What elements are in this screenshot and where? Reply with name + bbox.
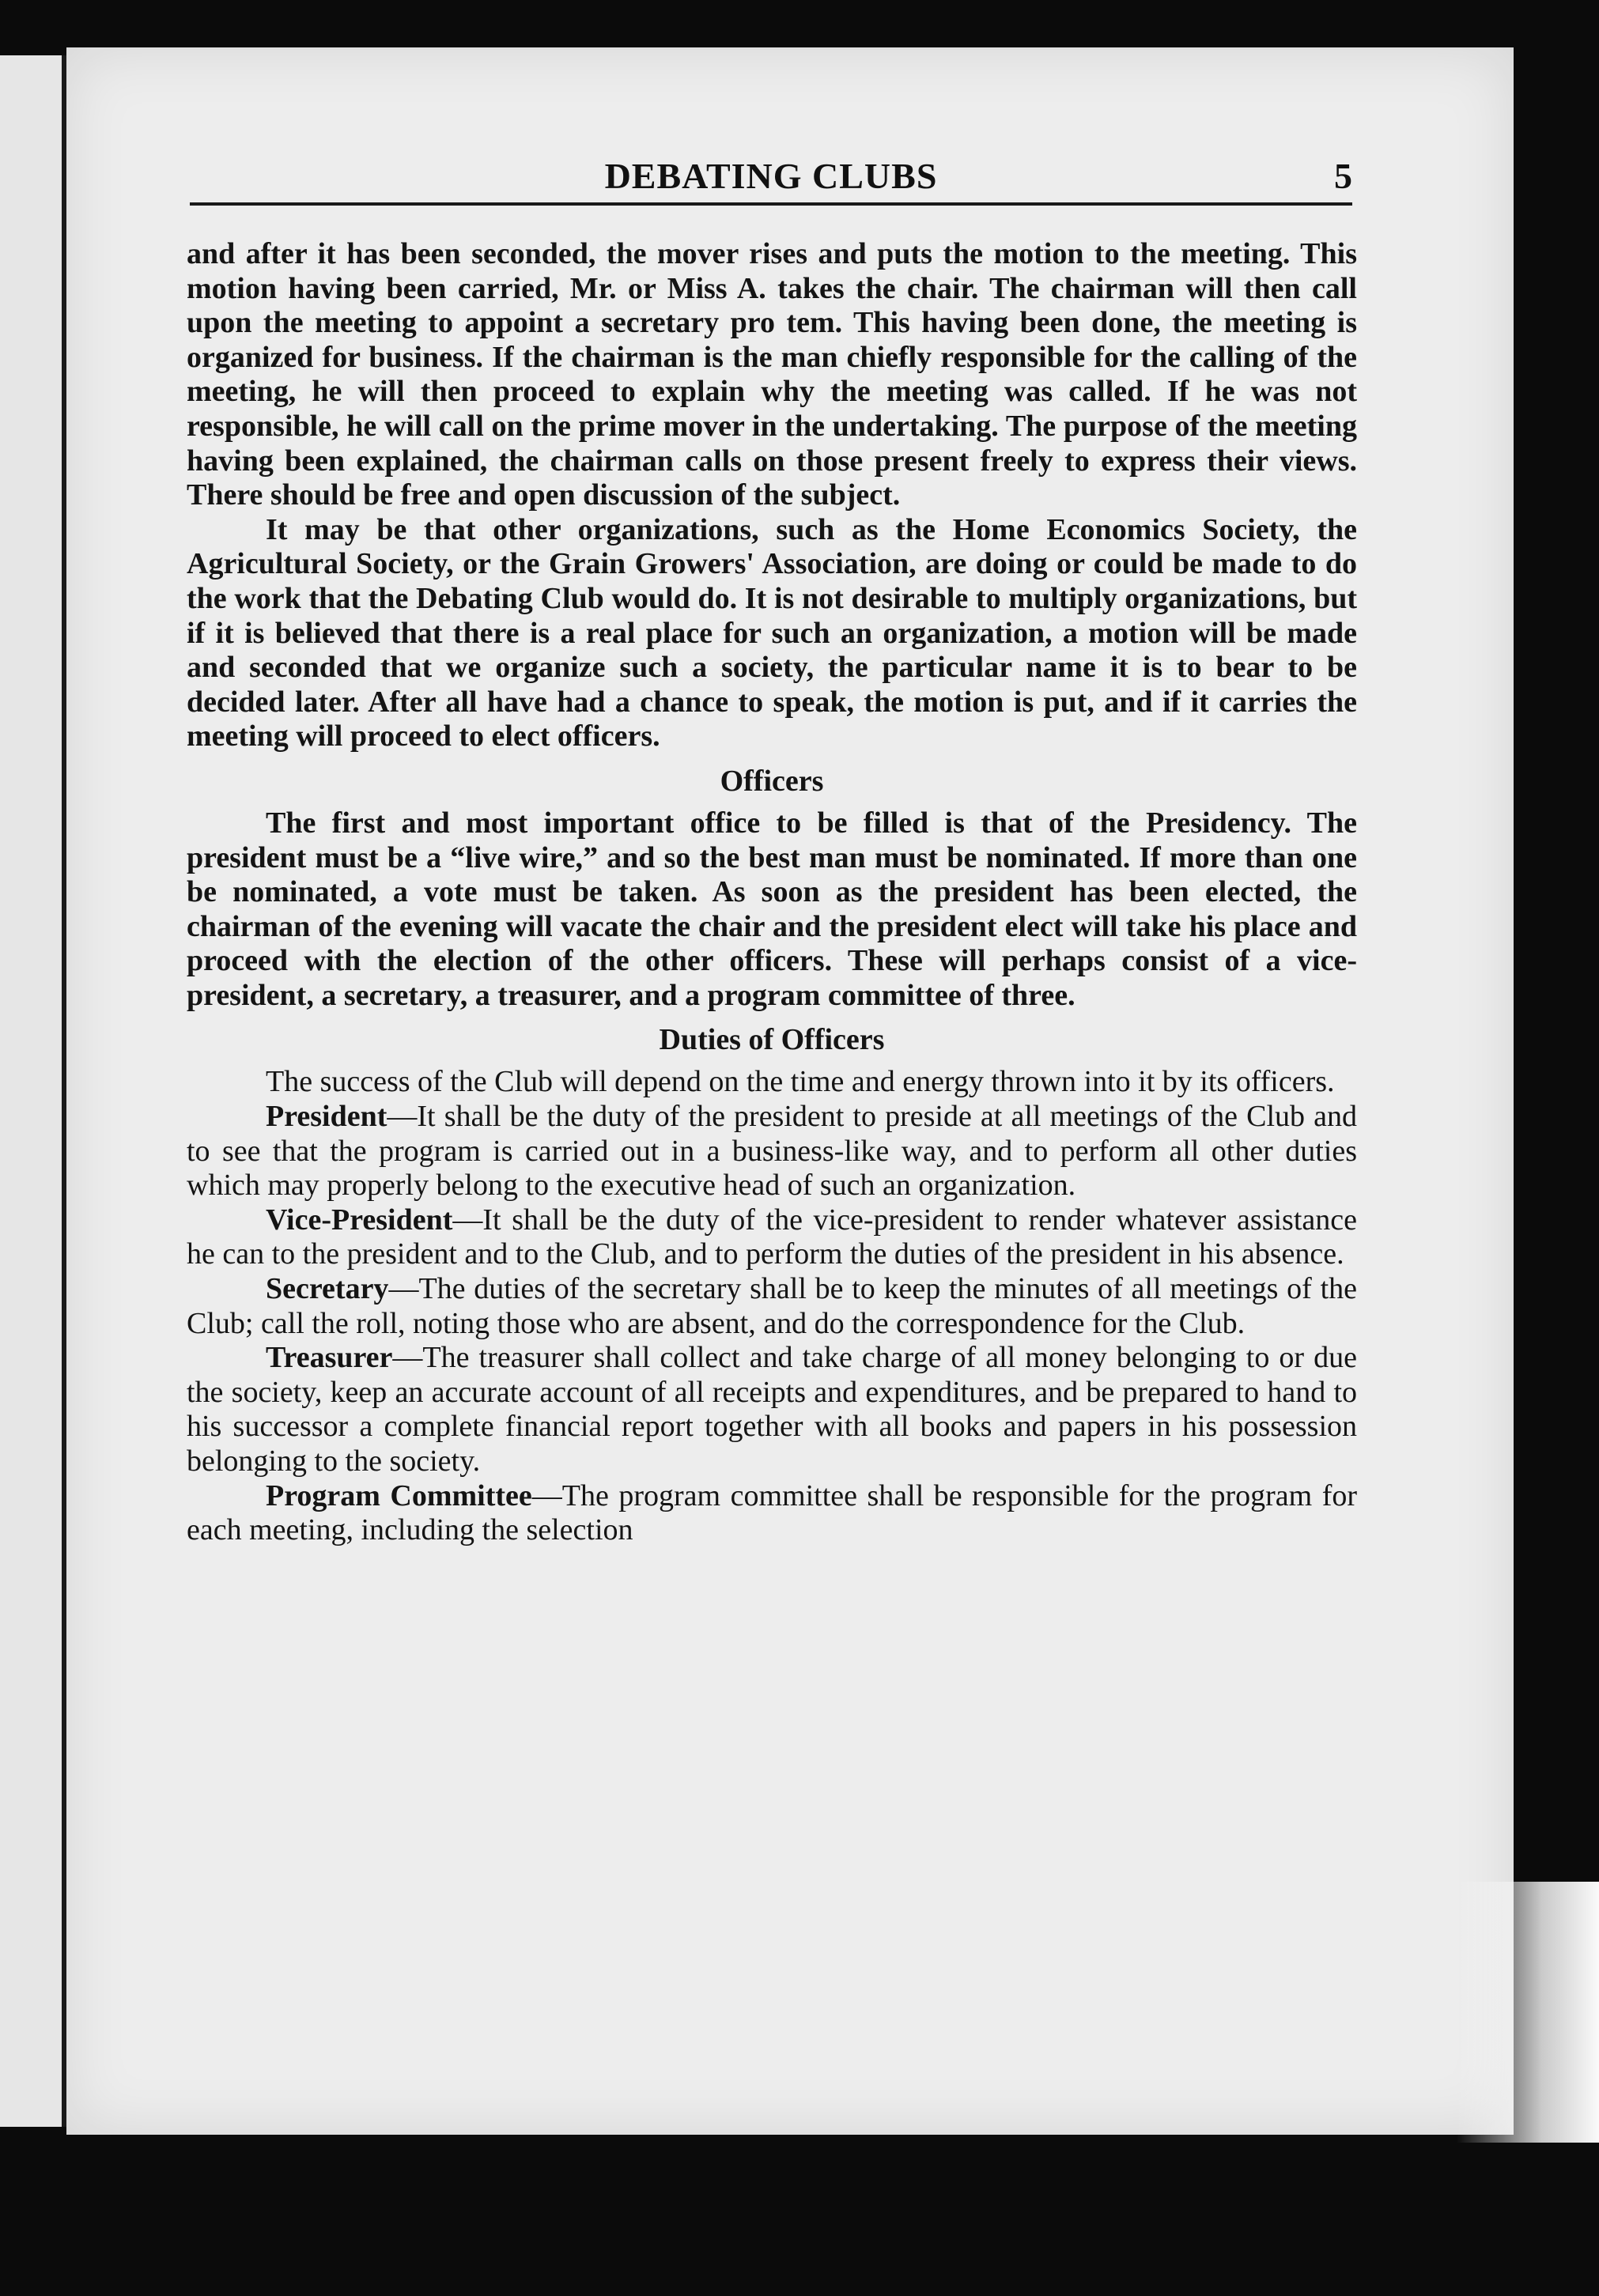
secretary-label: Secretary <box>266 1272 389 1306</box>
vice-president-label: Vice-President <box>266 1203 453 1237</box>
program-committee-text: —The program committee shall be responsible for the program for each meeting, including the selection <box>187 1478 1358 1547</box>
program-committee-label: Program Committee <box>266 1478 532 1512</box>
paragraph-president-duty <box>187 1100 1357 1203</box>
paragraph-presidency: The first and most important office to be filled is that of the Presidency. The president must be a “live wire,” and so the best man must be nominated. If more than one be nominated, a vote must be taken. As soon as the president has been elected, the chairman of the evening will vacate the chair and the president elect will take his place and proceed with the election of the other officers. These will perhaps consist of a vice-president, a secretary, a treasurer, and a program committee of three. <box>187 806 1357 1012</box>
page-body <box>187 237 1357 1548</box>
treasurer-text: —The treasurer shall collect and take charge of all money belonging to or due the society, keep an accurate account of all receipts and expenditures, and be prepared to hand to his successor a complete financial report together with all books and papers in his possession belonging to the society. <box>187 1341 1357 1478</box>
president-label: President <box>266 1100 387 1134</box>
running-header <box>190 155 1352 206</box>
paragraph-vice-president-duty <box>187 1203 1357 1272</box>
president-text: —It shall be the duty of the president to preside at all meetings of the Club and to see that the program is carried out in a business-like way, and to perform all other duties which may properly belong to the executive head of such an organization. <box>187 1100 1357 1203</box>
paragraph-secretary-duty <box>187 1272 1357 1341</box>
scan-glare <box>1457 1882 1599 2143</box>
previous-page-edge <box>0 55 66 2127</box>
running-title: DEBATING CLUBS <box>604 156 938 196</box>
paragraph-program-committee-duty <box>187 1479 1357 1548</box>
paragraph-success: The success of the Club will depend on the time and energy thrown into it by its officers. <box>266 1065 1335 1099</box>
heading-officers: Officers <box>720 764 824 798</box>
paragraph-other-organizations: It may be that other organizations, such as the Home Economics Society, the Agricultural Society, or the Grain Growers' Association, are doing or could be made to do the work that the Debating Club would do. It is not desirable to multiply organizations, but if it is believed that there is a real place for such an organization, a motion will be made and seconded that we organize such a society, the particular name it is to bear to be decided later. After all have had a chance to speak, the motion is put, and if it carries the meeting will proceed to elect officers. <box>187 512 1357 753</box>
vice-president-text: —It shall be the duty of the vice-president to render whatever assistance he can to the president and to the Club, and to perform the duties of the president in his absence. <box>187 1203 1357 1271</box>
page-number: 5 <box>1334 156 1352 196</box>
heading-duties-of-officers: Duties of Officers <box>659 1023 885 1057</box>
paragraph-meeting-procedure: and after it has been seconded, the mover rises and puts the motion to the meeting. This motion having been carried, Mr. or Miss A. takes the chair. The chairman will then call upon the meeting to appoint a secretary pro tem. This having been done, the meeting is organized for business. If the chairman is the man chiefly responsible for the calling of the meeting, he will then proceed to explain why the meeting was called. If he was not responsible, he will call on the prime mover in the undertaking. The purpose of the meeting having been explained, the chairman calls on those present freely to express their views. There should be free and open discussion of the subject. <box>187 237 1357 512</box>
treasurer-label: Treasurer <box>266 1341 393 1375</box>
secretary-text: —The duties of the secretary shall be to keep the minutes of all meetings of the Club; call the roll, noting those who are absent, and do the correspondence for the Club. <box>187 1272 1357 1340</box>
paragraph-treasurer-duty <box>187 1341 1357 1478</box>
